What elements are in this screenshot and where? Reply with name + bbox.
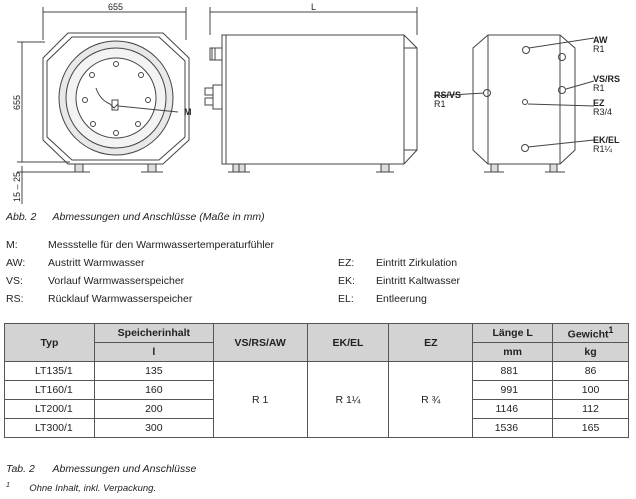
cell-typ: LT160/1 [5, 381, 95, 400]
cell-gewicht: 86 [553, 362, 629, 381]
header-ez: EZ [389, 324, 473, 362]
cell-inhalt: 300 [94, 419, 213, 438]
cell-inhalt: 200 [94, 400, 213, 419]
header-ekel: EK/EL [307, 324, 389, 362]
cell-laenge: 991 [473, 381, 553, 400]
cell-laenge: 881 [473, 362, 553, 381]
table-header-row [5, 324, 629, 343]
cell-typ: LT200/1 [5, 400, 95, 419]
technical-drawing [0, 0, 636, 212]
legend-row-rs [6, 293, 606, 307]
label-rsvs: RS/VS [434, 90, 462, 100]
legend-row-m [6, 239, 606, 253]
legend-key: RS: [6, 293, 24, 305]
cell-ez: R ¾ [389, 362, 473, 438]
cell-gewicht: 100 [553, 381, 629, 400]
figure-number: Abb. 2 [6, 211, 37, 223]
label-aw-size: R1 [593, 44, 605, 54]
unit-gewicht: kg [553, 343, 629, 362]
legend-key: EL: [338, 293, 354, 305]
table-caption-text: Abmessungen und Anschlüsse [52, 463, 197, 475]
legend-key: AW: [6, 257, 26, 269]
dim-height-label: 655 [12, 94, 22, 110]
label-ez: EZ [593, 98, 605, 108]
label-ekel-size: R1¼ [593, 144, 613, 154]
legend-value: Eintritt Kaltwasser [376, 275, 461, 287]
footnote-text: Ohne Inhalt, inkl. Verpackung. [29, 483, 157, 495]
legend-value: Vorlauf Warmwasserspeicher [48, 275, 185, 287]
label-ekel: EK/EL [593, 135, 620, 145]
figure-caption [6, 211, 265, 223]
unit-speicher: l [94, 343, 213, 362]
dim-length-label: L [311, 2, 317, 12]
legend-row-aw [6, 257, 606, 271]
legend-value: Eintritt Zirkulation [376, 257, 458, 269]
unit-laenge: mm [473, 343, 553, 362]
dim-feet-label: 15 – 25 [12, 171, 22, 202]
label-ez-size: R3/4 [593, 107, 613, 117]
header-gewicht-text: Gewicht [567, 328, 609, 341]
cell-laenge: 1146 [473, 400, 553, 419]
table-number: Tab. 2 [6, 463, 35, 475]
table-row [5, 362, 629, 381]
cell-typ: LT135/1 [5, 362, 95, 381]
legend-key: EZ: [338, 257, 355, 269]
header-typ: Typ [5, 324, 95, 362]
label-rsvs-size: R1 [434, 99, 446, 109]
legend-value: Rücklauf Warmwasserspeicher [48, 293, 193, 305]
header-speicher: Speicherinhalt [94, 324, 213, 343]
legend-key: M: [6, 239, 18, 251]
header-laenge: Länge L [473, 324, 553, 343]
table-caption [6, 463, 196, 475]
cell-inhalt: 160 [94, 381, 213, 400]
dim-width-label: 655 [108, 2, 124, 12]
label-vsrs: VS/RS [593, 74, 621, 84]
label-vsrs-size: R1 [593, 83, 605, 93]
front-view [17, 7, 189, 204]
legend-value: Entleerung [376, 293, 427, 305]
cell-ekel: R 1¼ [307, 362, 389, 438]
header-gewicht [553, 324, 629, 343]
legend-key: EK: [338, 275, 355, 287]
label-aw: AW [593, 35, 608, 45]
footnote [6, 482, 156, 494]
dimensions-table [4, 323, 629, 438]
cell-laenge: 1536 [473, 419, 553, 438]
figure-caption-text: Abmessungen und Anschlüsse (Maße in mm) [52, 211, 265, 223]
cell-gewicht: 112 [553, 400, 629, 419]
cell-inhalt: 135 [94, 362, 213, 381]
cell-typ: LT300/1 [5, 419, 95, 438]
footnote-marker: 1 [6, 482, 10, 489]
legend-row-vs [6, 275, 606, 289]
header-gewicht-sup: 1 [608, 325, 614, 336]
side-view [205, 7, 417, 172]
legend-key: VS: [6, 275, 23, 287]
legend-value: Austritt Warmwasser [48, 257, 145, 269]
cell-vsrsaw: R 1 [213, 362, 307, 438]
header-vsrsaw: VS/RS/AW [213, 324, 307, 362]
cell-gewicht: 165 [553, 419, 629, 438]
rear-view [434, 35, 594, 172]
legend-value: Messstelle für den Warmwassertemperaturfühler [48, 239, 275, 251]
marker-m-label: M [184, 107, 192, 117]
